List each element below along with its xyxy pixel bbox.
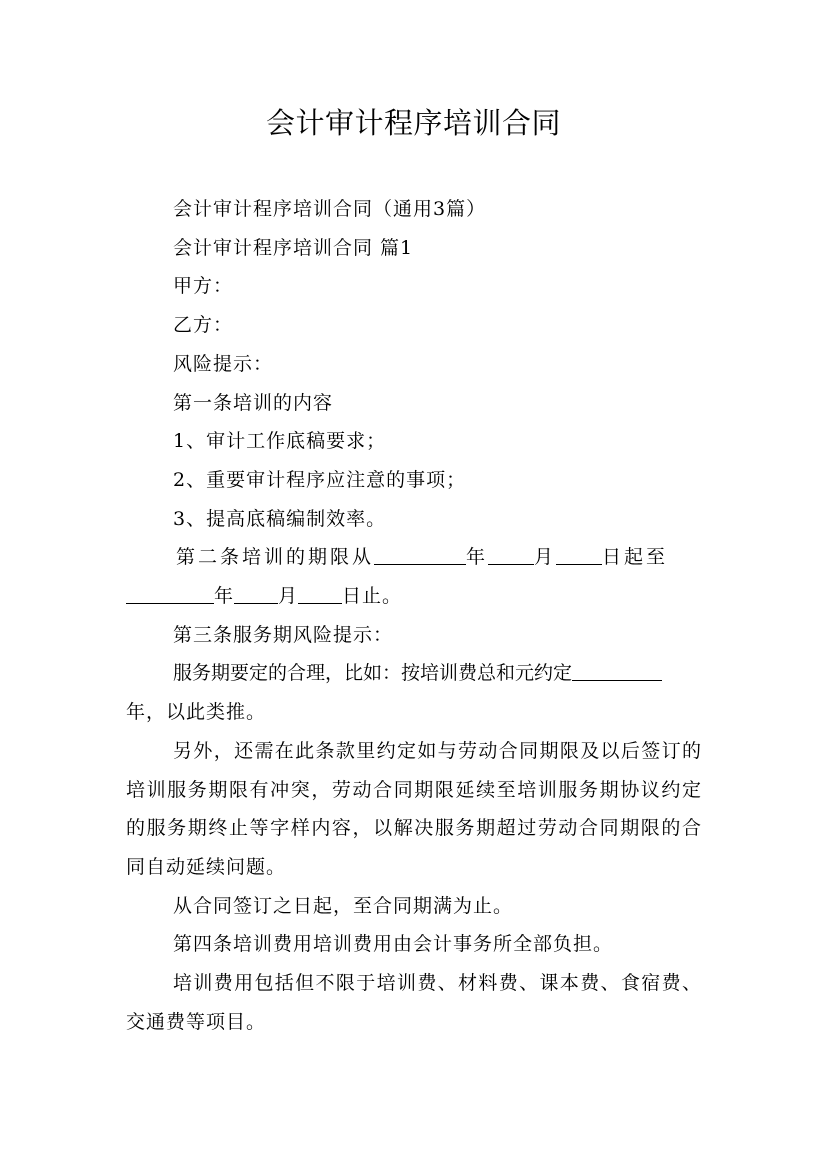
article-2-month-2: 月 [278,585,299,608]
article-3-paragraph-1-cont: 年，以此类推。 [126,701,267,724]
article-4-heading: 第四条培训费用培训费用由会计事务所全部负担。 [173,933,614,956]
blank-underline [374,544,466,565]
article-1-item-1: 1、审计工作底稿要求； [173,430,387,453]
article-2-day-from: 日起至 [602,546,669,569]
blank-underline [556,544,602,565]
article-2-paragraph [126,538,702,577]
article-3-para-1-text: 服务期要定的合理，比如：按培训费总和元约定 [173,662,573,685]
party-b: 乙方： [173,314,234,337]
article-2-year: 年 [466,546,489,569]
document-body [126,190,702,1041]
part-heading: 会计审计程序培训合同 篇1 [173,236,414,259]
blank-underline [298,583,342,604]
article-4-paragraph-1: 培训费用包括但不限于培训费、材料费、课本费、食宿费、交通费等项目。 [126,972,702,1033]
article-2-year-2: 年 [214,585,235,608]
article-1-heading: 第一条培训的内容 [173,391,334,414]
article-1-item-2: 2、重要审计程序应注意的事项； [173,468,467,491]
article-3-heading: 第三条服务期风险提示： [173,623,394,646]
article-3-paragraph-3: 从合同签订之日起，至合同期满为止。 [173,894,514,917]
document-title: 会计审计程序培训合同 [265,106,561,140]
article-2-day-to: 日止。 [342,585,403,608]
subtitle: 会计审计程序培训合同（通用3篇） [173,198,487,220]
article-3-paragraph-1 [126,654,702,693]
party-a: 甲方： [173,275,234,298]
blank-underline [234,583,278,604]
blank-underline [488,544,534,565]
article-2-month: 月 [534,546,557,569]
article-2-prefix: 第二条培训的期限从 [176,546,375,569]
article-2-paragraph-cont [126,577,702,616]
blank-underline [572,660,662,681]
risk-hint: 风险提示： [173,352,274,375]
article-3-paragraph-2: 另外，还需在此条款里约定如与劳动合同期限及以后签订的培训服务期限有冲突，劳动合同期限延续至培训服务期协议约定的服务期终止等字样内容，以解决服务期超过劳动合同期限的合同自动延续问题。 [126,739,702,878]
article-1-item-3: 3、提高底稿编制效率。 [173,507,387,530]
blank-underline [126,583,214,604]
